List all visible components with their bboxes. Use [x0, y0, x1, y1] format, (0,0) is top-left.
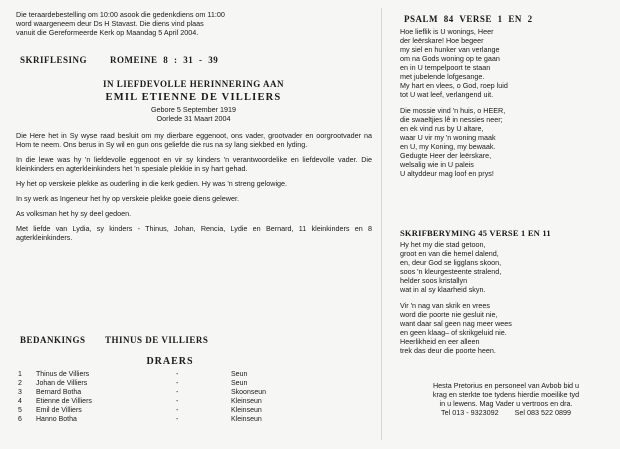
verse-line: My hart en vlees, o God, roep luid [400, 81, 508, 90]
intro-line: word waargeneem deur Ds H Stavast. Die diens vind plaas [16, 19, 204, 28]
deceased-name: EMIL ETIENNE DE VILLIERS [105, 92, 282, 103]
verse-line: Hy het my die stad getoon, [400, 240, 486, 249]
contact-line [398, 408, 614, 417]
bearer-dash: - [176, 389, 179, 396]
bearer-dash: - [176, 371, 179, 378]
verse-line: tot U wat leef, verlangend uit. [400, 90, 494, 99]
bearer-name: Emil de Villiers [36, 407, 82, 414]
bearer-dash: - [176, 407, 179, 414]
cellphone-number: Sel 083 522 0899 [514, 408, 571, 417]
telephone-number: Tel 013 - 9323092 [441, 408, 499, 417]
closing-line: krag en sterkte toe tydens hierdie moeilike tyd [432, 390, 580, 399]
bearer-number: 3 [18, 389, 22, 396]
intro-line: vanuit die Gereformeerde Kerk op Maandag 5 April 2004. [16, 28, 199, 37]
fold-divider [381, 8, 382, 440]
verse-line: die swaeltjies lê in nessies neer; [400, 115, 503, 124]
bearer-name: Etienne de Villiers [36, 398, 92, 405]
bearer-relation: Kleinseun [231, 398, 262, 405]
death-date: Oorlede 31 Maart 2004 [156, 114, 231, 123]
memory-heading: IN LIEFDEVOLLE HERINNERING AAN [102, 79, 285, 89]
hymn-stanza [400, 301, 610, 355]
closing-message [398, 381, 614, 417]
bearer-number: 5 [18, 407, 22, 414]
table-row [18, 415, 348, 424]
thanks-name: THINUS DE VILLIERS [105, 335, 209, 345]
psalm-text [400, 27, 610, 185]
intro-line: Die teraardebestelling om 10:00 asook die gedenkdiens om 11:00 [16, 10, 225, 19]
verse-line: en ek vind rus by U altare, [400, 124, 484, 133]
hymn-text [400, 240, 610, 362]
table-row [18, 379, 348, 388]
verse-line: groot en van die hemel dalend, [400, 249, 499, 258]
verse-line: Heerlikheid en eer alleen [400, 337, 480, 346]
bearer-dash: - [176, 380, 179, 387]
table-row [18, 370, 348, 379]
bearer-dash: - [176, 398, 179, 405]
psalm-heading: PSALM 84 VERSE 1 EN 2 [404, 14, 533, 24]
verse-line: Hoe lieflik is U wonings, Heer [400, 27, 494, 36]
verse-line: Gedugte Heer der leërskare, [400, 151, 492, 160]
psalm-stanza [400, 106, 610, 178]
tribute-paragraph: In sy werk as Ingeneur het hy op verskeie plekke goeie diens gelewer. [16, 194, 239, 203]
table-row [18, 388, 348, 397]
table-row [18, 397, 348, 406]
bearer-relation: Kleinseun [231, 407, 262, 414]
verse-line: trek das deur die poorte heen. [400, 346, 496, 355]
bearer-name: Thinus de Villiers [36, 371, 90, 378]
verse-line: soos 'n kleurgesteente stralend, [400, 267, 502, 276]
verse-line: want daar sal geen nag meer wees [400, 319, 512, 328]
verse-line: en, deur God se ligglans skoon, [400, 258, 502, 267]
verse-line: wat in al sy klaarheid skyn. [400, 285, 486, 294]
verse-line: met jubelende lofgesange. [400, 72, 485, 81]
bearer-relation: Seun [231, 380, 248, 387]
bearer-number: 2 [18, 380, 22, 387]
verse-line: my siel en hunker van verlange [400, 45, 500, 54]
bearer-name: Johan de Villiers [36, 380, 88, 387]
tribute-paragraph: In die lewe was hy 'n liefdevolle eggenoot en vir sy kinders 'n verantwoordelike en liefdevolle vader. Die kleinkinders en agterkleinkinders het 'n spesiale plekkie in sy hart gehad. [16, 155, 372, 173]
verse-line: en in U tempelpoort te staan [400, 63, 491, 72]
bearer-dash: - [176, 416, 179, 423]
bearer-name: Hanno Botha [36, 416, 77, 423]
psalm-stanza [400, 27, 610, 99]
bearer-number: 4 [18, 398, 22, 405]
thanks-label: BEDANKINGS [20, 335, 86, 345]
bearer-name: Bernard Botha [36, 389, 82, 396]
verse-line: waar U vir my 'n woning maak [400, 133, 496, 142]
hymn-heading: SKRIFBERYMING 45 VERSE 1 EN 11 [400, 228, 551, 238]
table-row [18, 406, 348, 415]
scripture-label: SKRIFLESING [20, 55, 88, 65]
bearer-relation: Seun [231, 371, 248, 378]
verse-line: word die poorte nie gesluit nie, [400, 310, 498, 319]
bearer-number: 1 [18, 371, 22, 378]
verse-line: der leërskare! Hoe begeer [400, 36, 484, 45]
verse-line: om na Gods woning op te gaan [400, 54, 500, 63]
verse-line: helder soos kristallyn [400, 276, 468, 285]
scripture-reference: ROMEINE 8 : 31 - 39 [110, 55, 219, 65]
tribute-paragraph: Hy het op verskeie plekke as ouderling in die kerk gedien. Hy was 'n streng gelowige. [16, 179, 288, 188]
bearers-table [18, 370, 348, 424]
bearer-relation: Kleinseun [231, 416, 262, 423]
verse-line: Die mossie vind 'n huis, o HEER, [400, 106, 506, 115]
birth-date: Gebore 5 September 1919 [150, 105, 237, 114]
verse-line: en geen klaag– of skrikgeluid nie. [400, 328, 507, 337]
hymn-stanza [400, 240, 610, 294]
bearers-heading: DRAERS [146, 356, 194, 367]
bearer-number: 6 [18, 416, 22, 423]
tribute-text [16, 131, 372, 248]
closing-line: Hesta Pretorius en personeel van Avbob bid u [432, 381, 580, 390]
verse-line: welsalig wie in U paleis [400, 160, 474, 169]
service-intro [16, 10, 371, 37]
verse-line: en U, my Koning, my bewaak. [400, 142, 496, 151]
verse-line: U altyddeur mag loof en prys! [400, 169, 494, 178]
tribute-paragraph: Die Here het in Sy wyse raad besluit om my dierbare eggenoot, ons vader, grootvader en oorgrootvader na Hom te neem. Ons berus in Sy wil en gun ons geliefde die rus na sy lang siekbed en lyding. [16, 131, 372, 149]
tribute-paragraph: As volksman het hy sy deel gedoen. [16, 209, 132, 218]
verse-line: Vir 'n nag van skrik en vrees [400, 301, 490, 310]
closing-line: in u lewens. Mag Vader u vertroos en dra. [439, 399, 573, 408]
tribute-paragraph: Met liefde van Lydia, sy kinders - Thinus, Johan, Rencia, Lydie en Bernard, 11 kleinkinders en 8 agterkleinkinders. [16, 224, 372, 242]
bearer-relation: Skoonseun [231, 389, 267, 396]
